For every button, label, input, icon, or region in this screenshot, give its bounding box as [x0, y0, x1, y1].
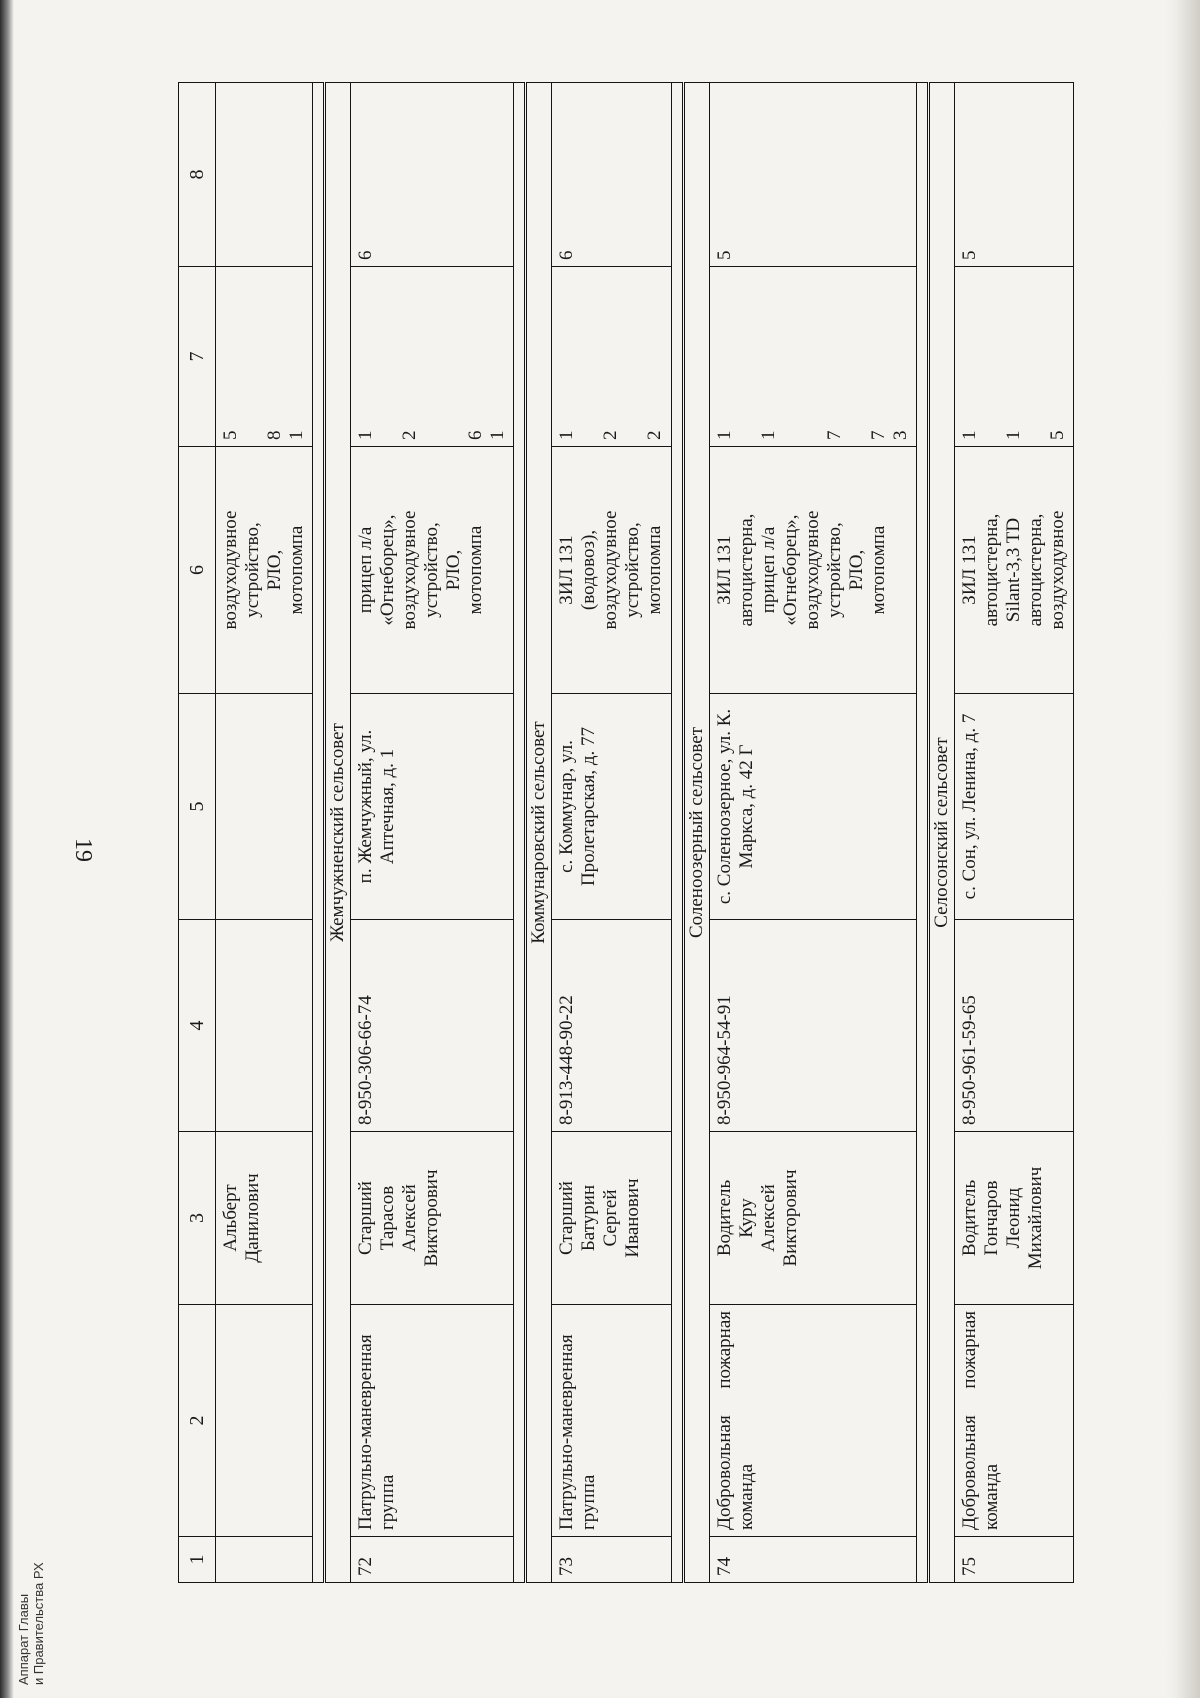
address-cell	[216, 694, 313, 920]
column-number-row	[179, 83, 216, 1583]
section-gap	[313, 83, 325, 1583]
office-stamp: Аппарат Главы и Правительства РХ	[16, 1562, 46, 1685]
phone-cell	[216, 920, 313, 1132]
table-row	[351, 83, 514, 1583]
column-number: 3	[179, 1132, 216, 1305]
section-title: Коммунаровский сельсовет	[526, 83, 552, 1583]
address: с. Сон, ул. Ленина, д. 7	[955, 694, 1074, 920]
section-title: Соленоозерный сельсовет	[684, 83, 710, 1583]
unit-name: Патрульно-маневренная группа	[351, 1305, 514, 1537]
personnel-count: 6	[351, 83, 514, 267]
column-number: 7	[179, 267, 216, 447]
scan-right-edge	[1166, 0, 1200, 1698]
leader-name: Старший Тарасов Алексей Викторович	[351, 1132, 514, 1305]
equipment-quantities: 1 2 2	[552, 267, 672, 447]
row-number: 75	[955, 1537, 1074, 1583]
row-number: 72	[351, 1537, 514, 1583]
continuation-row	[216, 83, 313, 1583]
section-title-row	[684, 83, 710, 1583]
quantity-cell: 5 8 1	[216, 267, 313, 447]
section-title-row	[929, 83, 955, 1583]
equipment-list: прицеп л/а «Огнеборец», воздуходувное устройство, РЛО, мотопомпа	[351, 447, 514, 694]
section-gap	[917, 83, 929, 1583]
personnel-count: 6	[552, 83, 672, 267]
register-table	[178, 82, 1074, 1583]
scan-left-edge	[0, 0, 14, 1698]
address: с. Соленоозерное, ул. К. Маркса, д. 42 Г	[710, 694, 917, 920]
address: п. Жемчужный, ул. Аптечная, д. 1	[351, 694, 514, 920]
address: с. Коммунар, ул. Пролетарская, д. 77	[552, 694, 672, 920]
phone-number: 8-950-961-59-65	[955, 920, 1074, 1132]
personnel-count: 5	[955, 83, 1074, 267]
section-title: Селосонский сельсовет	[929, 83, 955, 1583]
phone-number: 8-950-306-66-74	[351, 920, 514, 1132]
equipment-quantities: 1 1 7 7 3	[710, 267, 917, 447]
column-number: 1	[179, 1537, 216, 1583]
leader-cell: Альберт Данилович	[216, 1132, 313, 1305]
equipment-cell: воздуходувное устройство, РЛО, мотопомпа	[216, 447, 313, 694]
row-number: 73	[552, 1537, 672, 1583]
personnel-count: 5	[710, 83, 917, 267]
equipment-quantities: 1 2 6 1	[351, 267, 514, 447]
equipment-list: ЗИЛ 131 (водовоз), воздуходувное устройство, мотопомпа	[552, 447, 672, 694]
page-number: 19	[70, 838, 96, 862]
unit-cell	[216, 1305, 313, 1537]
equipment-quantities: 1 1 5	[955, 267, 1074, 447]
column-number: 6	[179, 447, 216, 694]
personnel-cell	[216, 83, 313, 267]
unit-name: Добровольная пожарная команда	[955, 1305, 1074, 1537]
leader-name: Старший Батурин Сергей Иванович	[552, 1132, 672, 1305]
leader-name: Водитель Гончаров Леонид Михайлович	[955, 1132, 1074, 1305]
phone-number: 8-913-448-90-22	[552, 920, 672, 1132]
unit-name: Патрульно-маневренная группа	[552, 1305, 672, 1537]
register-table-frame	[178, 83, 1068, 1583]
column-number: 4	[179, 920, 216, 1132]
table-row	[710, 83, 917, 1583]
section-title: Жемчужненский сельсовет	[325, 83, 351, 1583]
equipment-list: ЗИЛ 131 автоцистерна, Silant-3,3 TD автоцистерна, воздуходувное	[955, 447, 1074, 694]
table-row	[552, 83, 672, 1583]
phone-number: 8-950-964-54-91	[710, 920, 917, 1132]
column-number: 2	[179, 1305, 216, 1537]
column-number: 8	[179, 83, 216, 267]
equipment-list: ЗИЛ 131 автоцистерна, прицеп л/а «Огнеборец», воздуходувное устройство, РЛО, мотопомпа	[710, 447, 917, 694]
section-gap	[672, 83, 684, 1583]
column-number: 5	[179, 694, 216, 920]
section-gap	[514, 83, 526, 1583]
section-title-row	[526, 83, 552, 1583]
table-row	[955, 83, 1074, 1583]
unit-name: Добровольная пожарная команда	[710, 1305, 917, 1537]
row-number-cell	[216, 1537, 313, 1583]
leader-name: Водитель Куру Алексей Викторович	[710, 1132, 917, 1305]
row-number: 74	[710, 1537, 917, 1583]
section-title-row	[325, 83, 351, 1583]
